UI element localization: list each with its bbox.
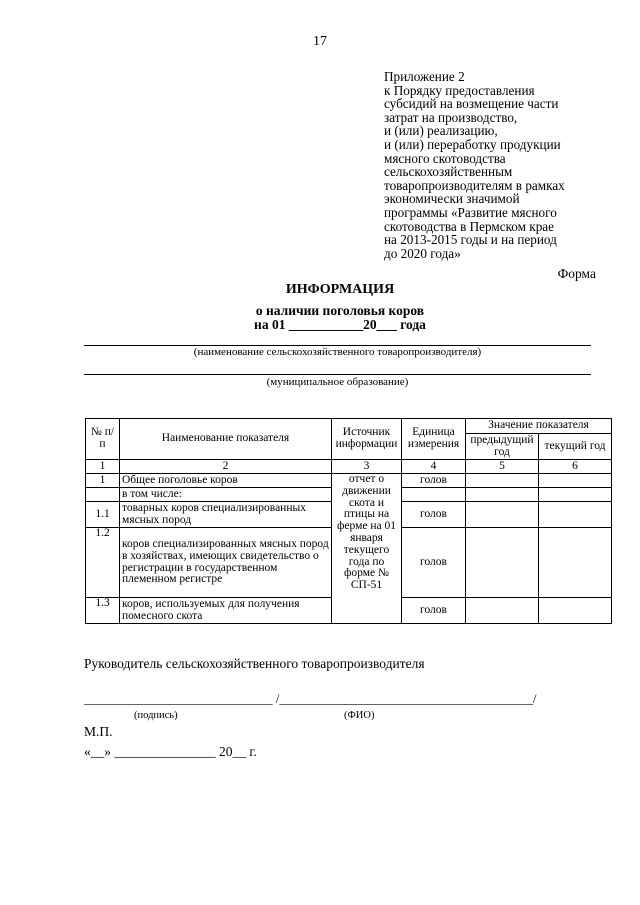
column-number: 4 [402,460,466,474]
prev-year-value [466,528,539,598]
name-caption: (ФИО) [344,710,375,721]
row-unit: голов [402,528,466,598]
appendix-line: затрат на производство, [384,109,518,125]
producer-caption: (наименование сельскохозяйственного товаропроизводителя) [193,346,482,358]
appendix-line: и (или) переработку продукции [384,136,561,152]
header-unit: Единица измерения [402,419,466,460]
document-title: ИНФОРМАЦИЯ [285,282,395,297]
date-line: «__» _______________ 20__ г. [84,744,257,759]
curr-year-value [539,488,612,502]
curr-year-value [539,474,612,488]
row-unit [402,488,466,502]
row-num: 1 [86,474,120,488]
signature-line: _____________________________ /_______________________________________/ [84,691,537,706]
form-label: Форма [557,266,596,281]
header-curr-year: текущий год [539,434,612,460]
column-number: 1 [86,460,120,474]
prev-year-value [466,502,539,528]
appendix-line: программы «Развитие мясного [384,204,557,220]
column-number: 5 [466,460,539,474]
column-number: 6 [539,460,612,474]
appendix-line: субсидий на возмещение части [384,96,559,112]
appendix-line: экономически значимой [384,191,520,207]
row-name: коров специализированных мясных пород в хозяйствах, имеющих свидетельство о регистрации в государственном племенном регистре [120,528,332,598]
appendix-line: к Порядку предоставления [384,82,535,98]
row-name: коров, используемых для получения помесного скота [120,598,332,624]
column-number: 3 [332,460,402,474]
prev-year-value [466,488,539,502]
table-row [86,474,612,488]
head-signature-label: Руководитель сельскохозяйственного товаропроизводителя [84,656,425,671]
curr-year-value [539,598,612,624]
municipality-caption: (муниципальное образование) [266,376,409,388]
document-subtitle [0,304,640,332]
header-prev-year: предыдущий год [466,434,539,460]
appendix-line: товаропроизводителям в рамках [384,177,565,193]
header-value: Значение показателя [466,419,612,434]
column-number: 2 [120,460,332,474]
appendix-line: сельскохозяйственным [384,164,513,180]
curr-year-value [539,502,612,528]
appendix-line: Приложение 2 [384,69,465,84]
appendix-line: и (или) реализацию, [384,123,498,139]
page-number: 17 [313,34,327,49]
row-unit: голов [402,474,466,488]
row-num: 1.3 [86,598,120,624]
row-unit: голов [402,598,466,624]
row-num: 1.2 [86,528,120,598]
row-unit: голов [402,502,466,528]
municipality-line [84,374,591,375]
row-num: 1.1 [86,502,120,528]
appendix-line: до 2020 года» [384,245,461,261]
subtitle-line-1: о наличии поголовья коров [255,303,425,318]
source-cell: отчет о движении скота и птицы на ферме на 01 января текущего года по форме № СП-51 [332,474,402,624]
appendix-line: на 2013-2015 годы и на период [384,232,557,248]
appendix-note [384,70,624,260]
row-name: в том числе: [120,488,332,502]
row-num [86,488,120,502]
appendix-line: скотоводства в Пермском крае [384,218,554,234]
appendix-line: мясного скотоводства [384,150,506,166]
row-name: товарных коров специализированных мясных пород [120,502,332,528]
signature-caption: (подпись) [134,710,178,721]
subtitle-line-2: на 01 ___________20___ года [254,317,426,332]
header-source: Источник информации [332,419,402,460]
row-name: Общее поголовье коров [120,474,332,488]
header-name: Наименование показателя [120,419,332,460]
cows-info-table [85,418,612,624]
header-num: № п/п [86,419,120,460]
prev-year-value [466,474,539,488]
prev-year-value [466,598,539,624]
curr-year-value [539,528,612,598]
column-numbers-row [86,460,612,474]
stamp-label: М.П. [84,724,113,739]
